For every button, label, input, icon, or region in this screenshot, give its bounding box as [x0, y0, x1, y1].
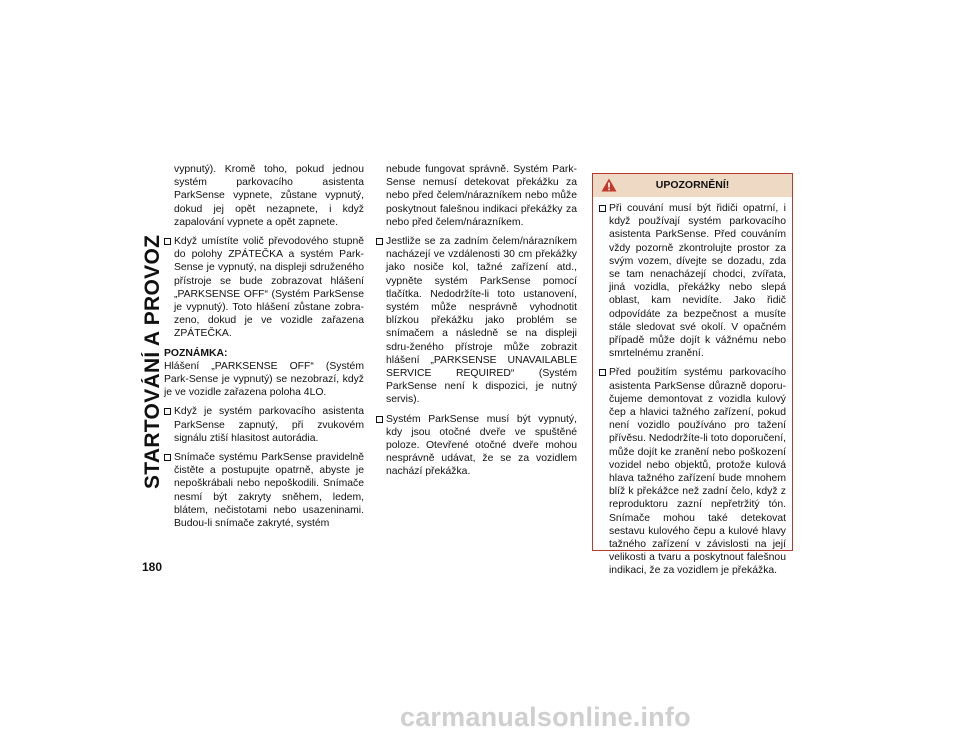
square-bullet-icon	[599, 369, 606, 376]
warning-triangle-icon	[601, 178, 617, 192]
square-bullet-icon	[164, 454, 171, 461]
warning-title: UPOZORNĚNÍ!	[655, 179, 730, 191]
middle-column	[376, 163, 577, 479]
square-bullet-icon	[164, 408, 171, 415]
warning-item-1	[599, 202, 786, 360]
watermark: carmanualsonline.info	[400, 702, 691, 732]
warning-body	[593, 197, 792, 578]
col2-lead-text: nebude fungovat správně. Systém Park-Sense nemusí detekovat překážku za nebo před čelem/nárazníkem nebo může poskytnout falešnou indikaci překážky za nebo před čelem/nárazníkem.	[386, 164, 577, 228]
square-bullet-icon	[164, 238, 171, 245]
col1-bullet-3-text: Snímače systému ParkSense pravidelně čistěte a postupujte opatrně, abyste je nepoškrábali nebo nepoškodili. Snímače nesmí být zakryty sněhem, ledem, blátem, nečistotami nebo usazeninami. Budou-li snímače zakryté, systém	[174, 452, 364, 530]
warning-header	[593, 174, 792, 197]
col1-bullet-2-text: Když je systém parkovacího asistenta ParkSense zapnutý, při zvukovém signálu ztiší hlasitost autorádia.	[174, 406, 364, 444]
chapter-title: STARTOVÁNÍ A PROVOZ	[141, 234, 164, 490]
col1-bullet-3	[164, 451, 364, 530]
square-bullet-icon	[376, 416, 383, 423]
page-number: 180	[142, 560, 163, 574]
note-title: POZNÁMKA:	[164, 347, 228, 359]
col2-bullet-2-text: Systém ParkSense musí být vypnutý, kdy jsou otočné dveře ve spuštěné poloze. Otevřené otočné dveře mohou nesprávně udávat, že se za vozidlem nachází překážka.	[386, 413, 577, 478]
col2-bullet-1-text: Jestliže se za zadním čelem/nárazníkem nacházejí ve vzdálenosti 30 cm překážky jako nosiče kol, tažné zařízení atd., vypněte systém ParkSense pomocí tlačítka. Nedodržíte-li toto ustanovení, systém může nesprávně vyhodnotit blízkou překážku jako problém se snímačem a následně se na displeji sdru-ženého přístroje může zobrazit hlášení „PARKSENSE UNAVAILABLE SERVICE REQUIRED“ (Systém ParkSense není k dispozici, je nutný servis).	[386, 236, 577, 406]
square-bullet-icon	[376, 238, 383, 245]
warning-item-1-text: Při couvání musí být řidiči opatrní, i když používají systém parkovacího asistenta ParkSense. Před couváním vždy pozorně zkontrolujte prostor za svým vozem, dívejte se dozadu, zda se tam nenacházejí chodci, zvířata, jiná vozidla, překážky nebo slepá oblast, kam nevidíte. Jako řidič odpovídáte za bezpečnost a musíte stále sledovat své okolí. V opačném případě může dojít k vážnému nebo smrtelnému zranění.	[609, 203, 786, 360]
col1-lead-text: vypnutý). Kromě toho, pokud jednou systém parkovacího asistenta ParkSense vypnete, zůstane vypnutý, dokud jej opět nezapnete, i když zapalování vypnete a opět zapnete.	[174, 164, 364, 228]
left-column	[164, 163, 364, 530]
col1-bullet-1	[164, 235, 364, 341]
warning-item-2-text: Před použitím systému parkovacího asistenta ParkSense důrazně doporu-čujeme demontovat z vozidla kulový čep a hlavici tažného zařízení, pokud není vozidlo používáno pro tažení přívěsu. Nedodržíte-li toto doporučení, může dojít ke zranění nebo poškození vozidel nebo objektů, protože kulová hlava tažného zařízení bude mnohem blíž k překážce než zadní čelo, když z reproduktoru zazní nepřetržitý tón. Snímače mohou také detekovat sestavu kulového čepu a kulové hlavy tažného zařízení v závislosti na její velikosti a tvaru a poskytnout falešnou indikaci, že za vozidlem je překážka.	[609, 367, 786, 577]
col1-bullet-2	[164, 405, 364, 445]
warning-box	[592, 173, 793, 577]
square-bullet-icon	[599, 205, 606, 212]
col1-bullet-1-text: Když umístíte volič převodového stupně do polohy ZPÁTEČKA a systém Park-Sense je vypnutý, na displeji sdruženého přístroje se bude zobrazovat hlášení „PARKSENSE OFF“ (Systém ParkSense je vypnutý). Toto hlášení zůstane zobra-zeno, dokud je ve vozidle zařazena ZPÁTEČKA.	[174, 236, 364, 340]
col2-bullet-2	[376, 413, 577, 479]
note-text: Hlášení „PARKSENSE OFF“ (Systém Park-Sense je vypnutý) se nezobrazí, když je ve vozidle zařazena poloha 4LO.	[164, 360, 364, 399]
warning-item-2	[599, 366, 786, 577]
col2-bullet-1	[376, 235, 577, 407]
